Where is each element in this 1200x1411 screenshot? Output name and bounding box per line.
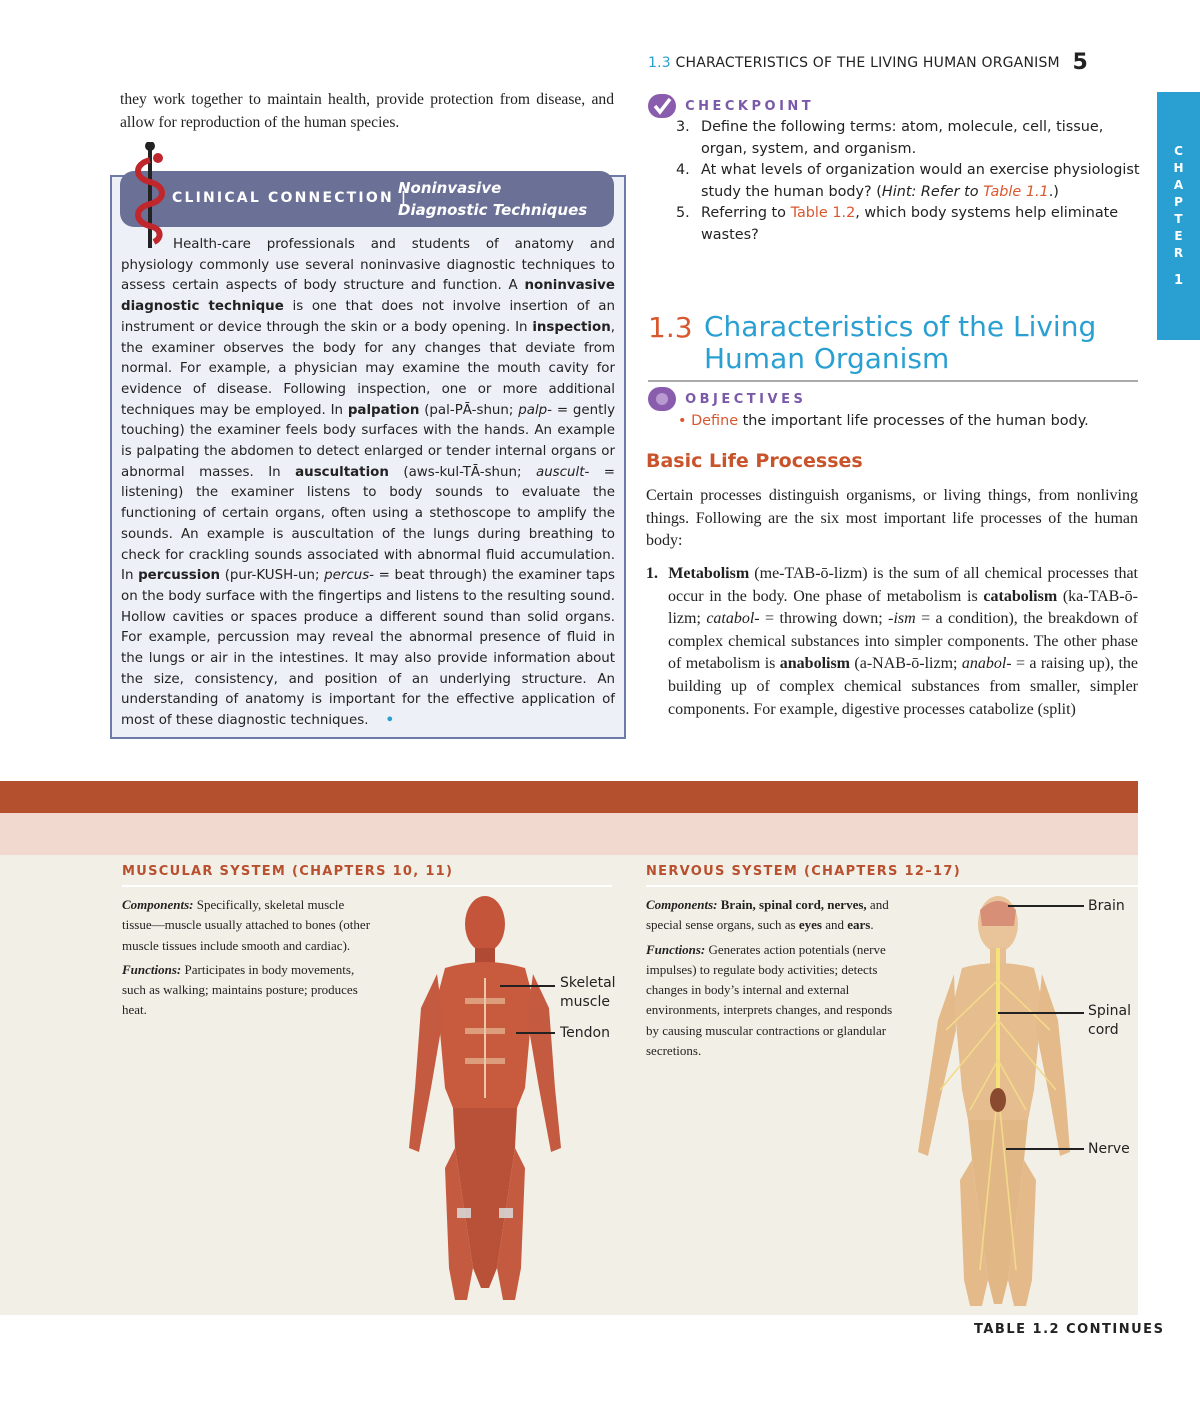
chapter-letter: P bbox=[1174, 195, 1183, 209]
objective-item: • Define the important life processes of the human body. bbox=[678, 413, 1089, 429]
tendon-label: Tendon bbox=[560, 1025, 610, 1041]
leader-line bbox=[1006, 1148, 1084, 1150]
muscular-system-figure bbox=[405, 888, 565, 1308]
subsection-heading: Basic Life Processes bbox=[646, 450, 863, 472]
chapter-letter: R bbox=[1173, 246, 1184, 260]
column-rule bbox=[122, 885, 612, 887]
nervous-system-figure bbox=[910, 890, 1070, 1310]
objective-link[interactable]: Define bbox=[691, 413, 739, 429]
column-rule bbox=[646, 885, 1138, 887]
chapter-letter: H bbox=[1173, 161, 1184, 175]
clinical-title-line1: Noninvasive bbox=[398, 179, 502, 197]
muscular-components: Components: Specifically, skeletal muscle tissue—muscle usually attached to bones (other muscle tissues include smooth and cardiac). bbox=[122, 897, 371, 953]
nervous-components: Components: Brain, spinal cord, nerves, and special sense organs, such as eyes and ears. bbox=[646, 897, 889, 933]
running-head-section: 1.3 bbox=[648, 55, 671, 71]
metabolism-item: 1. Metabolism (me-TAB-ō-lizm) is the sum of all chemical processes that occur in the body. One phase of metabolism is catabolism (ka-TAB-ō-lizm; catabol- = throwing down; -ism = a condition), the breakdown of complex chemical substances into simpler components. The other phase of metabolism is anabolism (a-NAB-ō-lizm; anabol- = a raising up), the building up of complex chemical substances from smaller, simpler components. For example, digestive processes catabolize (split) bbox=[646, 565, 1139, 718]
clinical-title-line2: Diagnostic Techniques bbox=[398, 201, 588, 219]
running-head bbox=[648, 50, 1138, 75]
muscular-functions: Functions: Participates in body movements, such as walking; maintains posture; produces heat. bbox=[122, 961, 358, 1018]
nerve-label: Nerve bbox=[1088, 1141, 1130, 1157]
skeletal-muscle-label: Skeletal muscle bbox=[560, 975, 616, 1010]
objectives-icon bbox=[648, 387, 676, 411]
page-number: 5 bbox=[1072, 50, 1088, 75]
checkpoint-item: 4. At what levels of organization would an exercise physiologist study the human body? (Hint: Refer to Table 1.1.) bbox=[676, 162, 1140, 200]
checkmark-icon bbox=[648, 94, 676, 118]
leader-line bbox=[998, 1012, 1084, 1014]
clinical-connection-text: Health-care professionals and students of anatomy and physiology commonly use several noninvasive diagnostic techniques to assess certain aspects of body structure and function. A noninvasive diagnostic technique is one that does not involve insertion of an instrument or device through the skin or a body opening. In inspection, the examiner observes the body for any changes that deviate from normal. For example, a physician may examine the mouth cavity for evidence of disease. Following inspection, one or more additional techniques may be employed. In palpation (pal-PĀ-shun; palp- = gently touching) the examiner feels body surfaces with the hands. An example is palpating the abdomen to detect enlarged or tender internal organs or abnormal masses. In auscultation (aws-kul-TĀ-shun; auscult- = listening) the examiner listens to body sounds to evaluate the functioning of certain organs, often using a stethoscope to amplify the sounds. An example is auscultation of the lungs during breathing to check for crackling sounds associated with abnormal fluid accumulation. In percussion (pur-KUSH-un; percus- = beat through) the examiner taps on the body surface with the fingertips and listens to the resulting sound. Hollow cavities or spaces produce a different sound than solid organs. For example, percussion may reveal the abnormal presence of fluid in the lungs or air in the intestines. It may also provide information about the size, consistency, and position of an underlying structure. An understanding of anatomy is important for the effective application of most of these diagnostic techniques. • bbox=[121, 237, 616, 729]
chapter-letter: A bbox=[1173, 178, 1184, 192]
checkpoint-title: CHECKPOINT bbox=[685, 98, 815, 114]
basic-paragraph: Certain processes distinguish organisms, or living things, from nonliving things. Following are the six most important life processes of the human body: bbox=[646, 487, 1138, 550]
intro-paragraph: they work together to maintain health, provide protection from disease, and allow for reproduction of the human species. bbox=[120, 91, 614, 131]
checkpoint-list bbox=[674, 117, 1140, 246]
brain-label: Brain bbox=[1088, 898, 1125, 914]
muscular-text bbox=[122, 895, 372, 1021]
caduceus-icon bbox=[128, 142, 172, 250]
table-link[interactable]: Table 1.1 bbox=[983, 183, 1049, 200]
leader-line bbox=[500, 985, 555, 987]
chapter-letter: E bbox=[1174, 229, 1183, 243]
spinal-cord-label: Spinal cord bbox=[1088, 1003, 1132, 1038]
nervous-functions: Functions: Generates action potentials (nerve impulses) to regulate body activities; detects changes in body’s internal and external environments, interprets changes, and responds by causing muscular contractions or glandular secretions. bbox=[646, 941, 893, 1059]
leader-line bbox=[516, 1032, 555, 1034]
objectives-title: OBJECTIVES bbox=[685, 391, 807, 407]
table-band-dark bbox=[0, 781, 1138, 813]
end-mark: • bbox=[385, 713, 395, 729]
section-rule bbox=[648, 380, 1138, 382]
clinical-connection-banner bbox=[120, 171, 614, 227]
muscular-heading: MUSCULAR SYSTEM (CHAPTERS 10, 11) bbox=[122, 864, 454, 879]
chapter-tab[interactable] bbox=[1157, 92, 1200, 340]
checkpoint-item: 3. Define the following terms: atom, molecule, cell, tissue, organ, system, and organism. bbox=[676, 119, 1104, 157]
nervous-text bbox=[646, 895, 896, 1061]
section-number: 1.3 bbox=[648, 311, 693, 344]
table-band-light bbox=[0, 813, 1138, 855]
checkpoint-item: 5. Referring to Table 1.2, which body systems help eliminate wastes? bbox=[676, 205, 1119, 243]
chapter-number: 1 bbox=[1173, 273, 1184, 288]
running-head-title: CHARACTERISTICS OF THE LIVING HUMAN ORGANISM bbox=[675, 55, 1060, 71]
nervous-heading: NERVOUS SYSTEM (CHAPTERS 12–17) bbox=[646, 864, 961, 879]
clinical-connection-title bbox=[398, 177, 587, 221]
clinical-connection-label: CLINICAL CONNECTION | bbox=[172, 190, 409, 206]
leader-line bbox=[1008, 905, 1084, 907]
chapter-letter: C bbox=[1174, 144, 1183, 158]
section-title: Characteristics of the Living Human Organism bbox=[704, 310, 1097, 375]
chapter-letter: T bbox=[1174, 212, 1183, 226]
table-link[interactable]: Table 1.2 bbox=[790, 205, 856, 221]
table-continues: TABLE 1.2 CONTINUES bbox=[974, 1322, 1165, 1337]
